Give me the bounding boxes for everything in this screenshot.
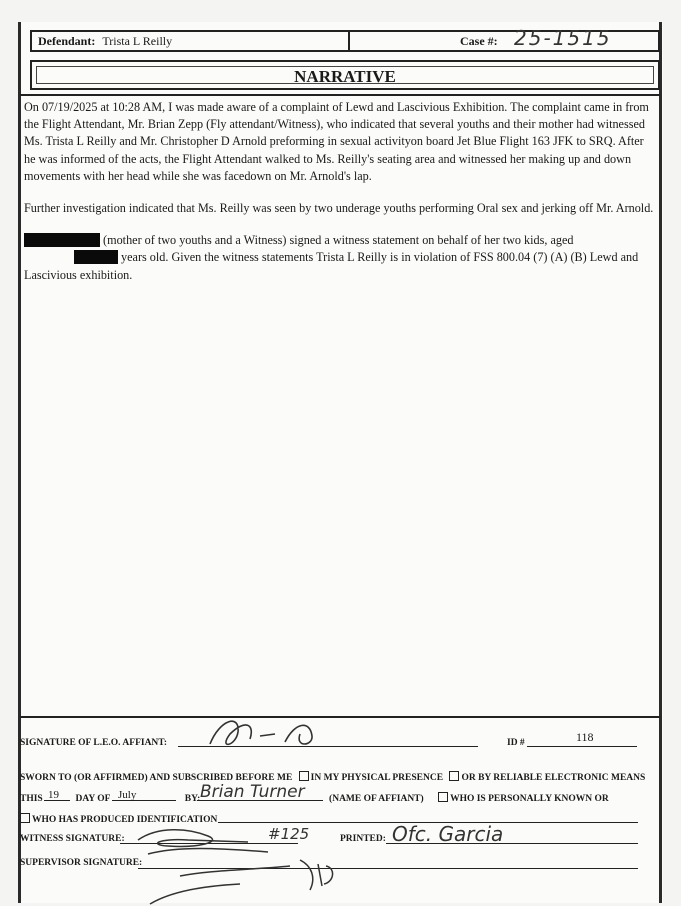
- day-value: 19: [48, 789, 59, 801]
- signature-top-rule: [20, 716, 660, 718]
- redacted-name: [24, 233, 100, 247]
- month-value: July: [118, 789, 137, 801]
- supervisor-row: [20, 858, 142, 868]
- section-title: NARRATIVE: [36, 66, 654, 84]
- electronic-means-checkbox[interactable]: [449, 771, 459, 781]
- by-label: BY:: [184, 794, 201, 804]
- narrative-top-rule: [20, 94, 660, 96]
- produced-id-checkbox[interactable]: [20, 813, 30, 823]
- redacted-ages: [74, 250, 118, 264]
- case-label: Case #:: [460, 34, 498, 48]
- narrative-title-box: [30, 60, 660, 90]
- narrative-body: [24, 99, 656, 299]
- physical-presence-checkbox[interactable]: [299, 771, 309, 781]
- affiant-signature-scribble: [200, 714, 340, 754]
- this-label: THIS: [20, 794, 43, 804]
- personally-known-checkbox[interactable]: [438, 792, 448, 802]
- defendant-label: Defendant:: [38, 34, 96, 48]
- narrative-paragraph-3: [24, 232, 656, 284]
- narrative-p3-part-a: (mother of two youths and a Witness) signed a witness statement on behalf of her two kids, aged: [103, 233, 574, 248]
- affiant-row: [20, 738, 167, 748]
- id-value: 118: [576, 730, 594, 744]
- affiant-name: Brian Turner: [200, 782, 305, 802]
- case-number: 25-1515: [514, 26, 612, 50]
- printed-value: Ofc. Garcia: [392, 822, 504, 846]
- witness-row: [20, 834, 125, 844]
- narrative-paragraph-1: On 07/19/2025 at 10:28 AM, I was made aware of a complaint of Lewd and Lascivious Exhibition. The complaint came in from the Flight Attendant, Mr. Brian Zepp (Fly attendant/Witness), who indicated that several youths and their mother had witnessed Ms. Trista L Reilly and Mr. Christopher D Arnold preforming in sexual activityon board Jet Blue Flight 163 JFK to SRQ. After he was informed of the acts, the Flight Attendant walked to Ms. Reilly's seating area and witnessed her making up and down movements with her head while she was facedown on Mr. Arnold's lap.: [24, 100, 649, 183]
- page-border-right: [659, 22, 662, 903]
- day-of-label: DAY OF: [75, 794, 111, 804]
- witness-mark: #125: [268, 825, 310, 843]
- produced-id-label: WHO HAS PRODUCED IDENTIFICATION: [32, 815, 218, 825]
- supervisor-signature-label: SUPERVISOR SIGNATURE:: [20, 858, 143, 868]
- electronic-means-label: OR BY RELIABLE ELECTRONIC MEANS: [461, 773, 646, 783]
- printed-label: PRINTED:: [340, 834, 386, 844]
- affiant-signature-label: SIGNATURE OF L.E.O. AFFIANT:: [20, 738, 168, 748]
- supervisor-signature-scribble: [140, 846, 380, 906]
- physical-presence-label: IN MY PHYSICAL PRESENCE: [310, 773, 444, 783]
- narrative-paragraph-2: Further investigation indicated that Ms. Reilly was seen by two underage youths performing Oral sex and jerking off Mr. Arnold.: [24, 201, 654, 216]
- name-of-affiant-label: (NAME OF AFFIANT): [329, 794, 424, 804]
- personally-known-label: WHO IS PERSONALLY KNOWN OR: [450, 794, 609, 804]
- defendant-name: Trista L Reilly: [102, 34, 173, 48]
- witness-signature-label: WITNESS SIGNATURE:: [20, 834, 125, 844]
- id-label: ID #: [507, 738, 525, 748]
- defendant-field: [32, 32, 350, 50]
- case-number-field: [350, 26, 658, 50]
- sworn-text: SWORN TO (OR AFFIRMED) AND SUBSCRIBED BEFORE ME: [20, 773, 293, 783]
- case-header: [30, 26, 660, 52]
- date-by-row: [20, 792, 660, 804]
- narrative-p3-part-b: years old. Given the witness statements Trista L Reilly is in violation of FSS 800.04 (7) (A) (B) Lewd and Lascivious exhibition.: [24, 250, 639, 282]
- id-line: [527, 746, 637, 747]
- sworn-row: [20, 771, 645, 783]
